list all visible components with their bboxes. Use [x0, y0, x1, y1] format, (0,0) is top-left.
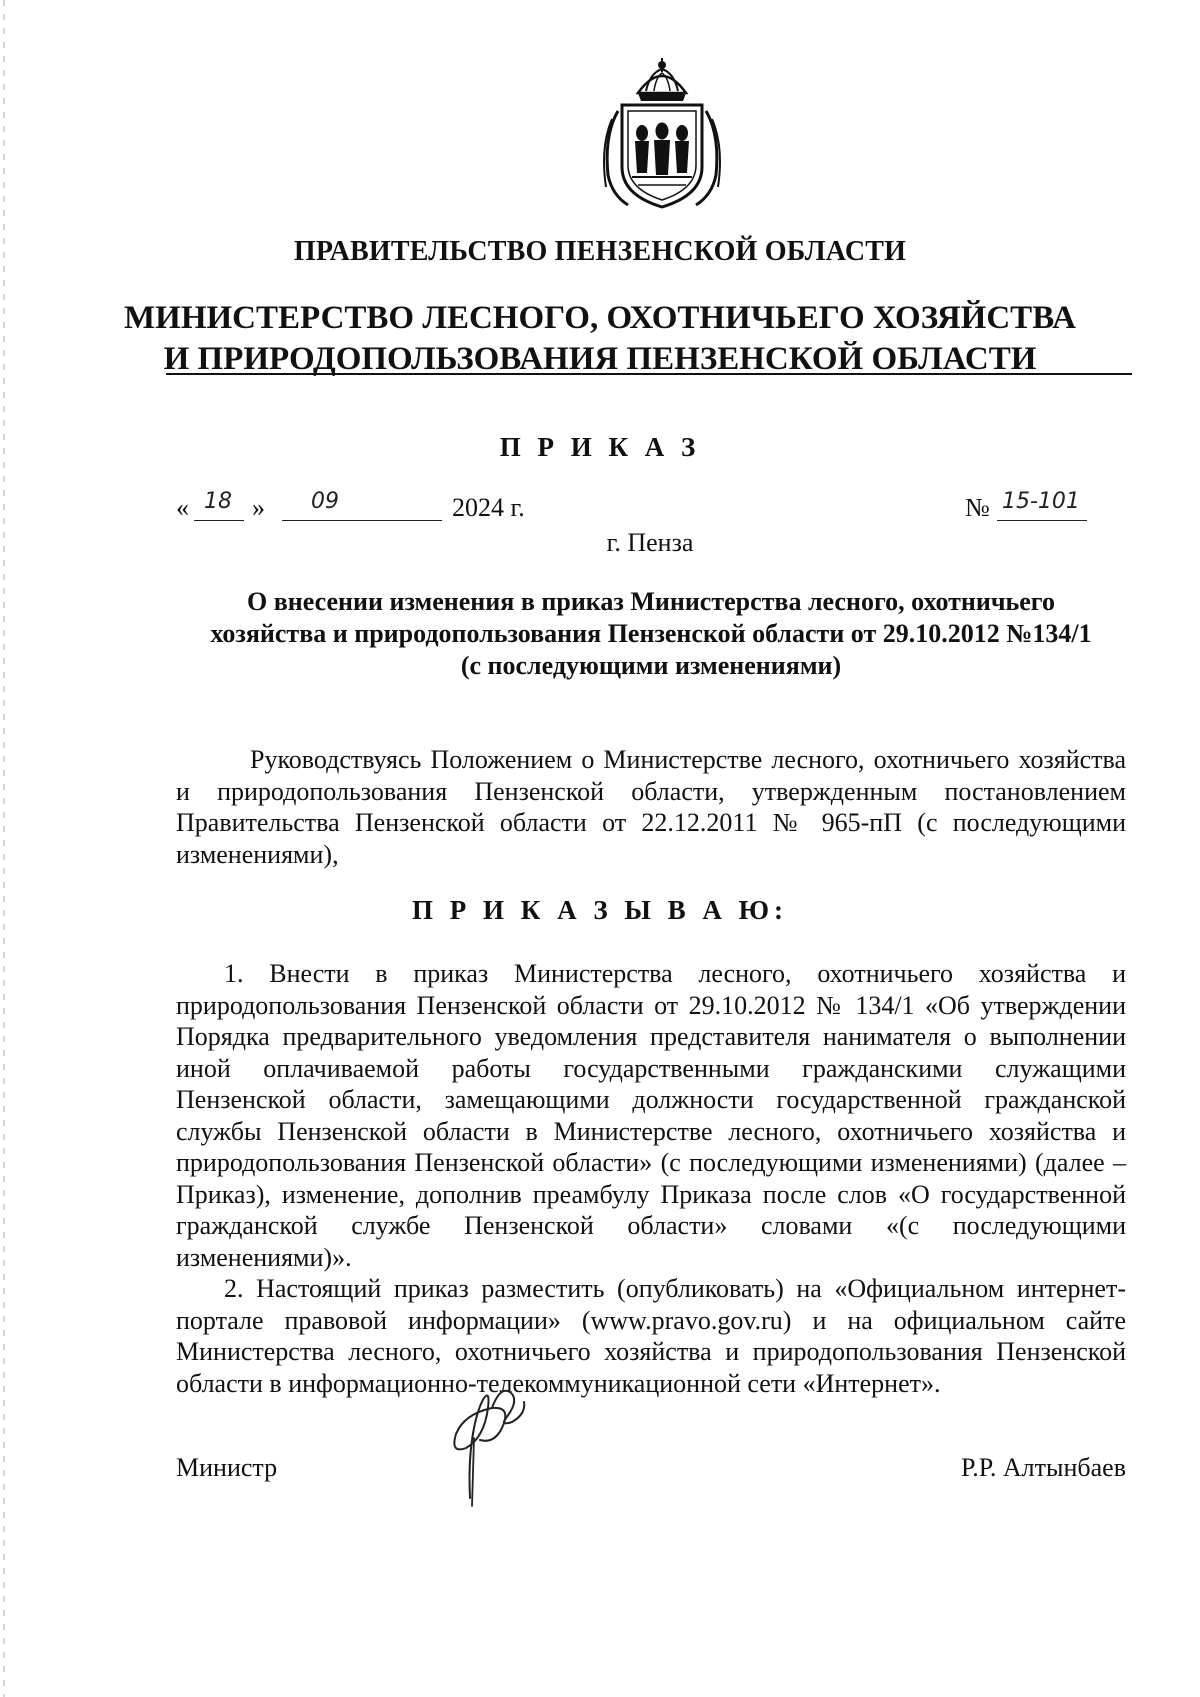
- ministry-title-line-1: МИНИСТЕРСТВО ЛЕСНОГО, ОХОТНИЧЬЕГО ХОЗЯЙСТВА: [124, 300, 1076, 336]
- order-number-handwritten: 15-101: [1002, 489, 1080, 514]
- preamble-paragraph: Руководствуясь Положением о Министерстве лесного, охотничьего хозяйства и природопользования Пензенской области, утвержденным постановлением Правительства Пензенской области от 22.12.2011 № 965-пП (с последующими изменениями),: [176, 745, 1126, 869]
- order-date-row: [176, 489, 1126, 529]
- penza-coat-of-arms-icon: [598, 55, 726, 215]
- order-number-label: №: [965, 493, 990, 522]
- signatory-title: Министр: [176, 1453, 278, 1482]
- date-month-handwritten: 09: [311, 489, 339, 514]
- date-close-quote: »: [252, 493, 265, 522]
- header-divider: [166, 373, 1132, 375]
- subject-line-1: О внесении изменения в приказ Министерства лесного, охотничьего: [247, 587, 1055, 616]
- order-city: г. Пенза: [606, 528, 694, 557]
- date-day-handwritten: 18: [204, 489, 232, 514]
- ministry-title-line-2: И ПРИРОДОПОЛЬЗОВАНИЯ ПЕНЗЕНСКОЙ ОБЛАСТИ: [163, 341, 1037, 377]
- government-title: ПРАВИТЕЛЬСТВО ПЕНЗЕНСКОЙ ОБЛАСТИ: [293, 236, 907, 267]
- decree-heading: П Р И К А З Ы В А Ю:: [412, 895, 788, 925]
- order-subject: [176, 586, 1126, 682]
- subject-line-3: (с последующими изменениями): [460, 651, 842, 680]
- date-month-underline: [282, 520, 442, 521]
- signature-block: [176, 1453, 1126, 1493]
- date-year: 2024 г.: [452, 493, 525, 522]
- order-number-underline: [997, 520, 1087, 521]
- order-item-2: 2. Настоящий приказ разместить (опубликовать) на «Официальном интернет-портале правовой информации» (www.pravo.gov.ru) и на официальном сайте Министерства лесного, охотничьего хозяйства и природопользования Пензенской области в информационно-телекоммуникационной сети «Интернет».: [176, 1274, 1126, 1398]
- order-title: П Р И К А З: [499, 432, 701, 462]
- ministry-title: [0, 298, 1200, 380]
- date-open-quote: «: [176, 493, 189, 522]
- subject-line-2: хозяйства и природопользования Пензенской области от 29.10.2012 №134/1: [210, 619, 1092, 648]
- order-items: [176, 958, 1126, 1399]
- signatory-name: Р.Р. Алтынбаев: [960, 1453, 1126, 1482]
- order-item-1: 1. Внести в приказ Министерства лесного, охотничьего хозяйства и природопользования Пензенской области от 29.10.2012 № 134/1 «Об утверждении Порядка предварительного уведомления представителя нанимателя о выполнении иной оплачиваемой работы государственными гражданскими служащими Пензенской области, замещающими должности государственной гражданской службы Пензенской области в Министерстве лесного, охотничьего хозяйства и природопользования Пензенской области» (с последующими изменениями) (далее – Приказ), изменение, дополнив преамбулу Приказа после слов «О государственной гражданской службе Пензенской области» словами «(с последующими изменениями)».: [176, 959, 1126, 1272]
- date-day-underline: [194, 520, 244, 521]
